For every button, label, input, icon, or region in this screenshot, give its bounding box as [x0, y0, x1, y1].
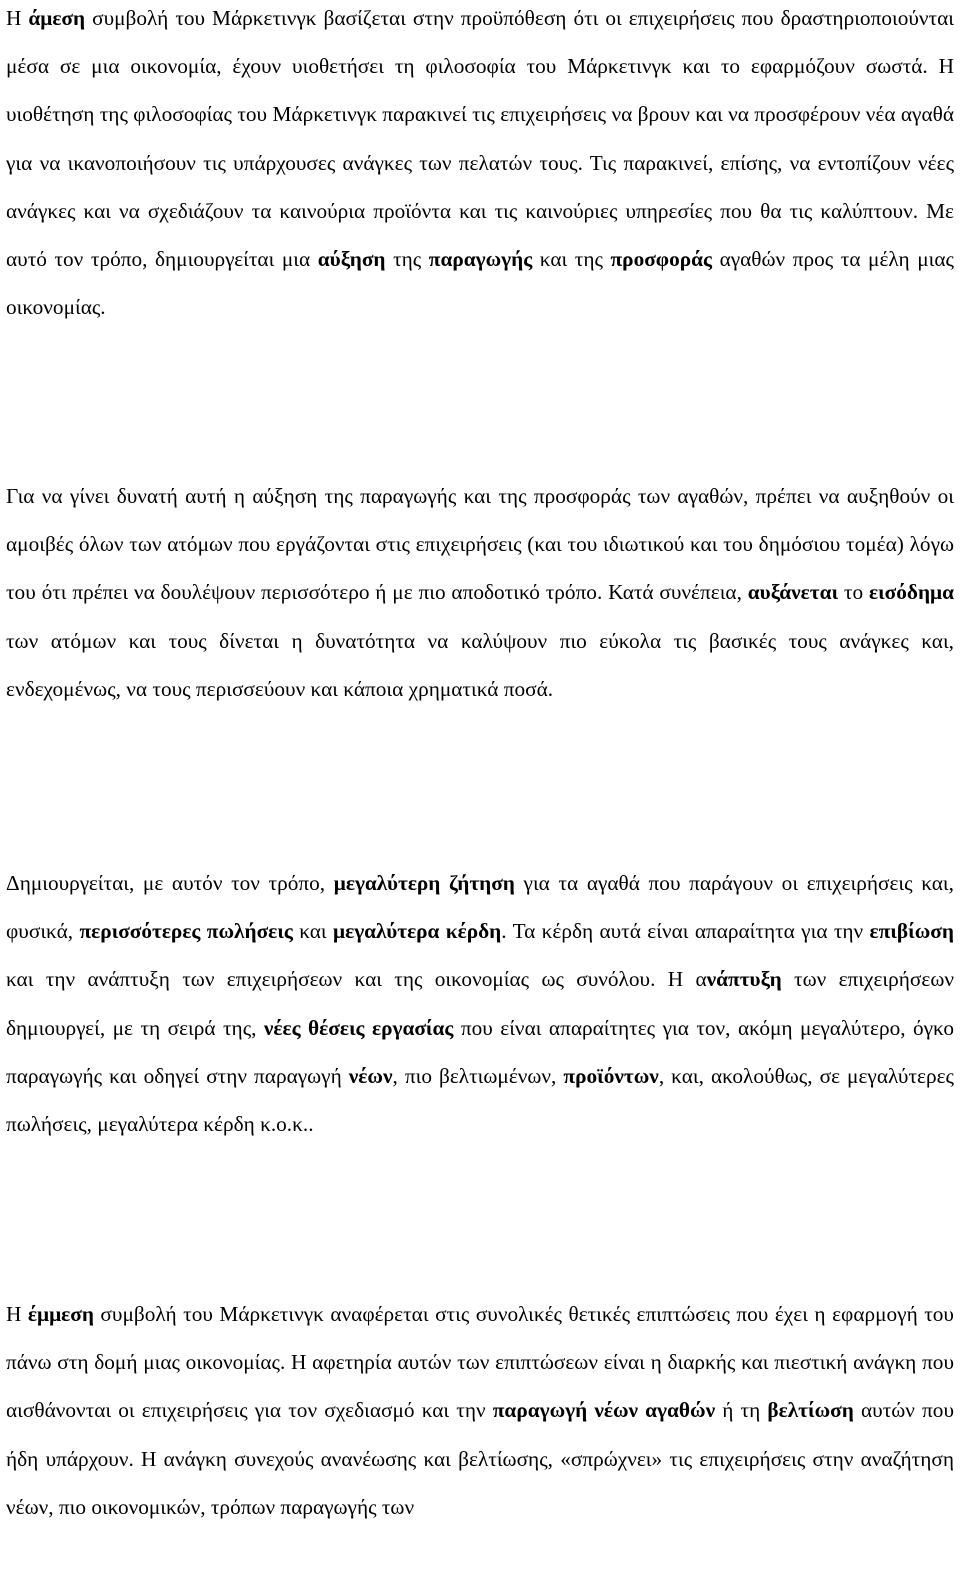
text-segment: Για να γίνει δυνατή αυτή η αύξηση της παραγωγής και της προσφοράς των αγαθών, πρέπει να αυξηθούν οι αμοιβές όλων των ατόμων που εργάζονται στις επιχειρήσεις (και του ιδιωτικού και του δημόσιου τομέα) λόγω του ότι πρέπει να δουλέψουν περισσότερο ή με πιο αποδοτικό τρόπο. Κατά συνέπεια, — [6, 484, 954, 605]
text-segment: των ατόμων και τους δίνεται η δυνατότητα να καλύψουν πιο εύκολα τις βασικές τους ανάγκες και, ενδεχομένως, να τους περισσεύουν και κάποια χρηματικά ποσά. — [6, 628, 954, 701]
bold-term: εισόδημα — [868, 580, 954, 605]
paragraph-income-increase — [6, 472, 954, 713]
text-segment: αγαθών προς τα μέλη μιας οικονομίας. — [6, 247, 954, 320]
bold-term: προϊόντων — [563, 1063, 659, 1088]
text-segment: αυτών που ήδη υπάρχουν. Η ανάγκη συνεχούς ανανέωσης και βελτίωσης, «σπρώχνει» τις επιχειρήσεις στην αναζήτηση νέων, πιο οικονομικών, τρόπων παραγωγής των — [6, 1398, 954, 1519]
bold-term: μεγαλύτερα κέρδη — [333, 919, 502, 944]
bold-term: νάπτυξη — [706, 967, 782, 992]
bold-term: αυξάνεται — [747, 580, 839, 605]
text-segment: και της — [532, 247, 611, 272]
text-segment: το — [838, 580, 869, 605]
text-segment: Η — [6, 6, 29, 30]
text-segment: Η — [6, 1302, 28, 1326]
text-segment: της — [385, 247, 429, 272]
paragraph-indirect-contribution — [6, 1290, 954, 1531]
bold-term: επιβίωση — [869, 919, 954, 944]
text-segment: των επιχειρήσεων δημιουργεί, με τη σειρά της, — [6, 967, 954, 1040]
text-segment: για τα αγαθά που παράγουν οι επιχειρήσεις και, φυσικά, — [6, 871, 954, 944]
text-segment: συμβολή του Μάρκετινγκ αναφέρεται στις συνολικές θετικές επιπτώσεις που έχει η εφαρμογή του πάνω στη δομή μιας οικονομίας. Η αφετηρία αυτών των επιπτώσεων είναι η διαρκής και πιεστική ανάγκη που αισθάνονται οι επιχειρήσεις για τον σχεδιασμό και την — [6, 1302, 954, 1423]
paragraph-direct-contribution — [6, 0, 954, 331]
text-segment: ή τη — [715, 1398, 768, 1423]
bold-term: βελτίωση — [767, 1398, 854, 1423]
bold-term: άμεση — [28, 6, 86, 30]
text-segment: συμβολή του Μάρκετινγκ βασίζεται στην προϋπόθεση ότι οι επιχειρήσεις που δραστηριοποιούνται μέσα σε μια οικονομία, έχουν υιοθετήσει τη φιλοσοφία του Μάρκετινγκ και το εφαρμόζουν σωστά. Η υιοθέτηση της φιλοσοφίας του Μάρκετινγκ παρακινεί τις επιχειρήσεις να βρουν και να προσφέρουν νέα αγαθά για να ικανοποιήσουν τις υπάρχουσες ανάγκες των πελατών τους. Τις παρακινεί, επίσης, να εντοπίζουν νέες ανάγκες και να σχεδιάζουν τα καινούρια προϊόντα και τις καινούριες υπηρεσίες που θα τις καλύπτουν. Με αυτό τον τρόπο, δημιουργείται μια — [6, 6, 954, 272]
text-segment: , πιο βελτιωμένων, — [392, 1063, 564, 1088]
text-segment: Δημιουργείται, με αυτόν τον τρόπο, — [6, 871, 334, 895]
bold-term: νέες θέσεις εργασίας — [263, 1015, 454, 1040]
paragraph-demand-growth — [6, 859, 954, 1148]
bold-term: παραγωγή νέων αγαθών — [492, 1398, 716, 1423]
text-segment: και την ανάπτυξη των επιχειρήσεων και της οικονομίας ως συνόλου. Η α — [6, 967, 707, 992]
bold-term: περισσότερες πωλήσεις — [79, 919, 293, 944]
bold-term: παραγωγής — [428, 247, 533, 272]
text-segment: που είναι απαραίτητες για τον, ακόμη μεγαλύτερο, όγκο παραγωγής και οδηγεί στην παραγωγή — [6, 1015, 954, 1088]
bold-term: νέων — [348, 1063, 393, 1088]
text-segment: . Τα κέρδη αυτά είναι απαραίτητα για την — [501, 919, 870, 944]
text-segment: και — [292, 919, 334, 944]
bold-term: μεγαλύτερη ζήτηση — [333, 871, 515, 895]
bold-term: έμμεση — [27, 1302, 94, 1326]
bold-term: προσφοράς — [610, 247, 713, 272]
text-segment: , και, ακολούθως, σε μεγαλύτερες πωλήσεις, μεγαλύτερα κέρδη κ.ο.κ.. — [6, 1063, 954, 1137]
bold-term: αύξηση — [317, 247, 386, 272]
